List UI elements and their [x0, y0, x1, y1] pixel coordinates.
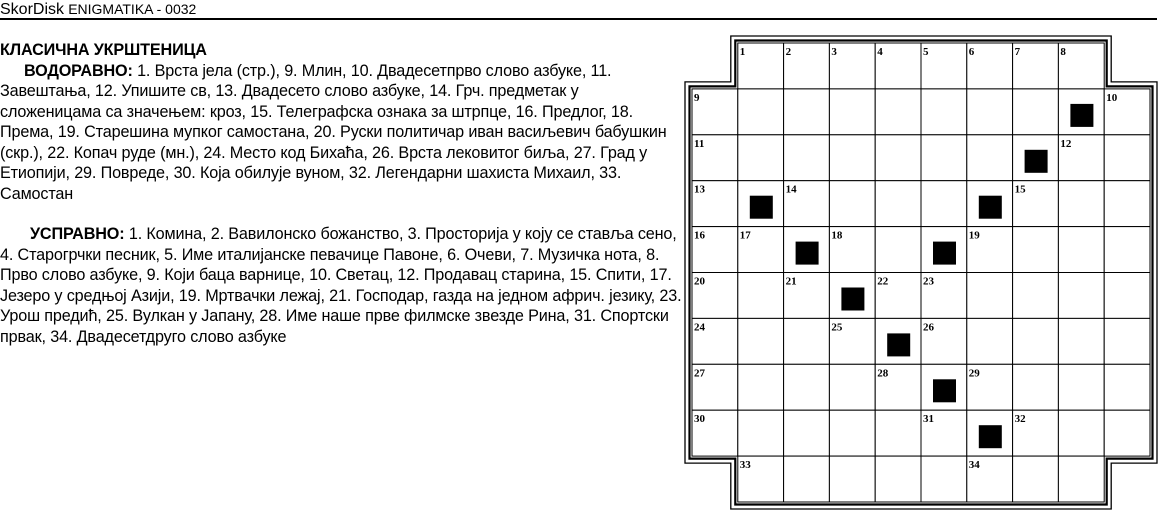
grid-cell[interactable]	[875, 43, 921, 89]
grid-cell[interactable]	[784, 227, 830, 273]
grid-cell[interactable]	[875, 273, 921, 319]
grid-cell[interactable]	[1013, 410, 1059, 456]
across-label: ВОДОРАВНО:	[24, 61, 133, 80]
grid-cell[interactable]	[829, 89, 875, 135]
cell-number: 22	[877, 275, 889, 288]
grid-cell[interactable]	[1013, 227, 1059, 273]
grid-cell[interactable]	[1013, 43, 1059, 89]
grid-cell[interactable]	[692, 318, 738, 364]
cell-number: 29	[968, 367, 980, 380]
grid-cell[interactable]	[921, 273, 967, 319]
brand-name: SkorDisk	[0, 1, 65, 18]
cell-number: 4	[877, 46, 883, 58]
grid-cell[interactable]	[967, 273, 1013, 319]
cell-number: 7	[1014, 46, 1021, 58]
cell-number: 33	[739, 459, 751, 472]
grid-cell[interactable]	[738, 273, 784, 319]
grid-cell[interactable]	[921, 89, 967, 135]
grid-cell[interactable]	[1104, 135, 1150, 181]
grid-cell[interactable]	[784, 456, 830, 502]
puzzle-title: КЛАСИЧНА УКРШТЕНИЦА	[0, 41, 207, 59]
cell-number: 21	[785, 275, 797, 288]
grid-cell[interactable]	[738, 364, 784, 410]
grid-cell[interactable]	[921, 181, 967, 227]
grid-cell[interactable]	[784, 135, 830, 181]
grid-cell[interactable]	[875, 456, 921, 502]
grid-cell[interactable]	[692, 227, 738, 273]
grid-cell[interactable]	[692, 410, 738, 456]
cell-number: 23	[923, 275, 934, 288]
cell-number: 12	[1060, 137, 1072, 150]
down-label: УСПРАВНО:	[30, 225, 125, 243]
grid-cell[interactable]	[875, 181, 921, 227]
grid-cell[interactable]	[738, 181, 784, 227]
grid-cell[interactable]	[875, 410, 921, 456]
grid-cell[interactable]	[967, 456, 1013, 502]
grid-cell[interactable]	[1058, 43, 1104, 89]
grid-cell[interactable]	[1058, 89, 1104, 135]
cell-number: 5	[923, 46, 929, 58]
grid-cell[interactable]	[692, 273, 738, 319]
down-text: 1. Комина, 2. Вавилонско божанство, 3. Просторија у коју се ставља сено, 4. Старогрчки песник, 5. Име италијанске певачице Павоне, 6. Очеви, 7. Музичка нота, 8. Прво слово азбуке, 9. Који баца варнице, 10. Светац, 12. Продавац старина, 15. Спити, 17. Језеро у средњој Азији, 19. Мртвачки лежај, 21. Господар, газда на једном африч. језику, 23. Урош предић, 25. Вулкан у Јапану, 28. Име наше прве филмске звезде Рина, 31. Спортски првак, 34. Двадесетдруго слово азбуке	[0, 225, 682, 346]
grid-cell[interactable]	[829, 135, 875, 181]
cell-number: 17	[739, 229, 751, 242]
grid-cell[interactable]	[1058, 364, 1104, 410]
grid-cell[interactable]	[784, 89, 830, 135]
grid-cell[interactable]	[829, 318, 875, 364]
cell-number: 18	[831, 229, 843, 242]
grid-cell[interactable]	[875, 227, 921, 273]
grid-cell[interactable]	[1013, 456, 1059, 502]
across-clues	[0, 61, 682, 205]
grid-cell[interactable]	[875, 89, 921, 135]
grid-cell[interactable]	[875, 364, 921, 410]
grid-cell[interactable]	[1104, 318, 1150, 364]
cell-number: 8	[1060, 46, 1066, 58]
cell-number: 1	[739, 46, 746, 58]
across-text: 1. Врста јела (стр.), 9. Млин, 10. Двадесетпрво слово азбуке, 11. Завештања, 12. Упишите св, 13. Двадесето слово азбуке, 14. Грч. предметак у сложеницама са значењем: кроз, 15. Телеграфска ознака за штрпце, 16. Предлог, 18. Према, 19. Старешина мупког самостана, 20. Руски политичар иван васиљевич бабушкин (скр.), 22. Копач руде (мн.), 24. Место код Бихаћа, 26. Врста лековитог биља, 27. Град у Етиопији, 29. Повреде, 30. Која обилује вуном, 32. Легендарни шахиста Михаил, 33. Самостан	[0, 61, 667, 203]
cell-number: 9	[694, 91, 700, 104]
grid-cell[interactable]	[692, 89, 738, 135]
grid-cell[interactable]	[829, 181, 875, 227]
cell-number: 11	[694, 137, 705, 150]
grid-cell[interactable]	[1058, 318, 1104, 364]
cell-number: 6	[968, 46, 975, 58]
grid-cell[interactable]	[784, 410, 830, 456]
cell-number: 32	[1014, 413, 1026, 426]
grid-cell[interactable]	[784, 273, 830, 319]
grid-cell[interactable]	[1058, 181, 1104, 227]
grid-cell[interactable]	[1058, 456, 1104, 502]
cell-number: 19	[968, 229, 980, 242]
grid-cell[interactable]	[967, 318, 1013, 364]
grid-cell[interactable]	[875, 135, 921, 181]
grid-cell[interactable]	[921, 43, 967, 89]
grid-cell[interactable]	[1013, 273, 1059, 319]
cell-number: 26	[923, 321, 934, 334]
cell-number: 34	[968, 459, 980, 472]
grid-cell[interactable]	[921, 318, 967, 364]
grid-cell[interactable]	[921, 135, 967, 181]
grid-cell[interactable]	[1058, 273, 1104, 319]
grid-cell[interactable]	[875, 318, 921, 364]
cell-number: 30	[694, 413, 705, 426]
grid-cell[interactable]	[692, 181, 738, 227]
grid-cell[interactable]	[1104, 181, 1150, 227]
cell-number: 14	[785, 183, 797, 196]
cell-number: 27	[694, 367, 705, 380]
grid-cell[interactable]	[784, 318, 830, 364]
grid-cell[interactable]	[1013, 181, 1059, 227]
grid-cell[interactable]	[829, 364, 875, 410]
cell-number: 28	[877, 367, 889, 380]
grid-cell[interactable]	[1104, 89, 1150, 135]
grid-cell[interactable]	[829, 456, 875, 502]
grid-cell[interactable]	[1104, 364, 1150, 410]
grid-cell[interactable]	[738, 135, 784, 181]
app-header	[0, 0, 1157, 20]
grid-cell[interactable]	[967, 181, 1013, 227]
grid-cell[interactable]	[1104, 227, 1150, 273]
grid-cell[interactable]	[738, 89, 784, 135]
cell-number: 2	[785, 46, 792, 58]
grid-cell[interactable]	[738, 456, 784, 502]
down-clues	[0, 224, 682, 347]
cell-number: 25	[831, 321, 843, 334]
cell-number: 16	[694, 229, 705, 242]
cell-number: 20	[694, 275, 705, 288]
series-label: ENIGMATIKA - 0032	[68, 1, 197, 17]
grid-cell[interactable]	[784, 364, 830, 410]
grid-cell[interactable]	[692, 135, 738, 181]
grid-cell[interactable]	[829, 43, 875, 89]
grid-cell[interactable]	[921, 227, 967, 273]
cell-number: 24	[694, 321, 705, 334]
grid-cell[interactable]	[967, 227, 1013, 273]
grid-cell[interactable]	[967, 43, 1013, 89]
grid-cell[interactable]	[921, 364, 967, 410]
grid-cell[interactable]	[829, 227, 875, 273]
grid-cell[interactable]	[1013, 135, 1059, 181]
grid-cell[interactable]	[784, 181, 830, 227]
grid-cell[interactable]	[967, 364, 1013, 410]
grid-cell[interactable]	[921, 456, 967, 502]
grid-cell[interactable]	[967, 410, 1013, 456]
grid-cell[interactable]	[784, 43, 830, 89]
grid-cell[interactable]	[1058, 227, 1104, 273]
grid-cell[interactable]	[1013, 364, 1059, 410]
grid-cell[interactable]	[738, 318, 784, 364]
cell-number: 3	[831, 46, 837, 58]
grid-cell[interactable]	[829, 273, 875, 319]
cell-number: 31	[923, 413, 934, 426]
grid-cell[interactable]	[738, 227, 784, 273]
grid-cell[interactable]	[738, 43, 784, 89]
grid-cell[interactable]	[921, 410, 967, 456]
grid-cell[interactable]	[1058, 410, 1104, 456]
cell-number: 15	[1014, 183, 1026, 196]
grid-cell[interactable]	[967, 89, 1013, 135]
grid-cell[interactable]	[1104, 273, 1150, 319]
grid-cell[interactable]	[967, 135, 1013, 181]
grid-cell[interactable]	[1058, 135, 1104, 181]
grid-cell[interactable]	[1013, 89, 1059, 135]
grid-cell[interactable]	[1013, 318, 1059, 364]
cell-number: 13	[694, 183, 705, 196]
clues-panel	[0, 40, 682, 347]
grid-cell[interactable]	[1104, 410, 1150, 456]
grid-cell[interactable]	[692, 364, 738, 410]
grid-cell[interactable]	[829, 410, 875, 456]
cell-number: 10	[1106, 91, 1118, 104]
grid-cell[interactable]	[738, 410, 784, 456]
